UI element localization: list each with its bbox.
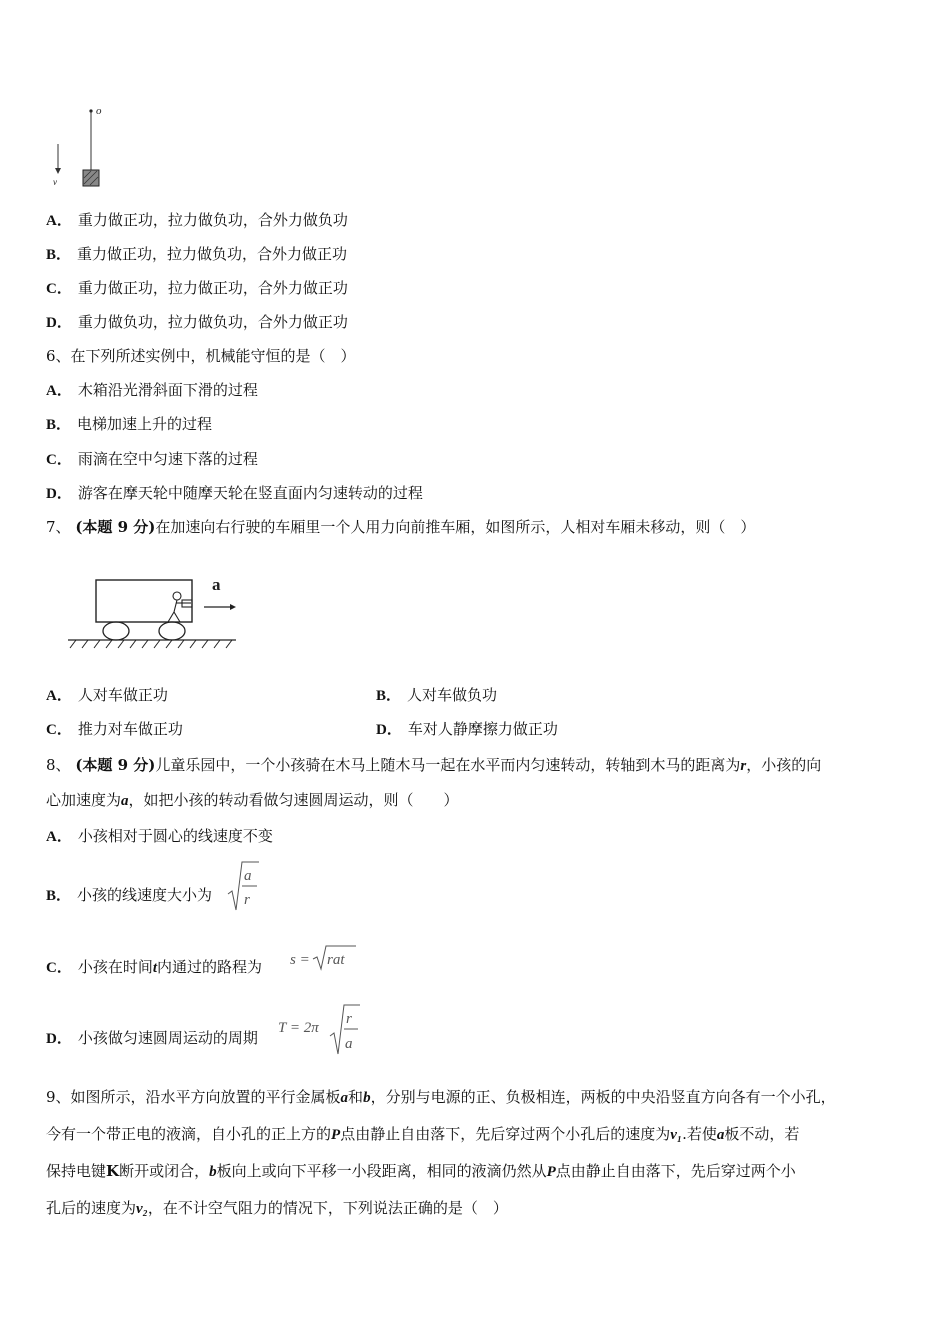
q6-option-a: A． 木箱沿光滑斜面下滑的过程 bbox=[46, 381, 258, 399]
pendulum-figure bbox=[48, 100, 118, 192]
svg-text:a: a bbox=[345, 1036, 353, 1052]
q6-option-c: C． 雨滴在空中匀速下落的过程 bbox=[46, 450, 258, 468]
q5-option-d: D． 重力做负功，拉力做负功，合外力做正功 bbox=[46, 313, 348, 331]
q9-line1: 9、如图所示，沿水平方向放置的平行金属板a和b，分别与电源的正、负极相连，两板的中央沿竖直方向各有一个小孔， bbox=[46, 1088, 836, 1106]
q5-option-c: C． 重力做正功，拉力做正功，合外力做正功 bbox=[46, 279, 348, 297]
svg-text:rat: rat bbox=[327, 952, 345, 968]
sqrt-a-over-r bbox=[226, 858, 260, 914]
q7-option-a: A． 人对车做正功 bbox=[46, 686, 168, 704]
person-icon bbox=[168, 592, 192, 622]
wheel-right bbox=[159, 622, 185, 640]
q8-option-a: A． 小孩相对于圆心的线速度不变 bbox=[46, 827, 273, 845]
label-o: o bbox=[96, 105, 102, 117]
q9-line4: 孔后的速度为v₂，在不计空气阻力的情况下，下列说法正确的是（ ） bbox=[46, 1199, 508, 1217]
q7-stem: 7、 (本题 9 分)在加速向右行驶的车厢里一个人用力向前推车厢，如图所示，人相对车厢未移动，则（ ） bbox=[46, 518, 756, 536]
formula-s-sqrt-rat bbox=[290, 942, 360, 972]
accel-label: a bbox=[212, 575, 221, 594]
cart-figure bbox=[64, 570, 244, 652]
q6-option-d: D． 游客在摩天轮中随摩天轮在竖直面内匀速转动的过程 bbox=[46, 484, 423, 502]
svg-text:r: r bbox=[244, 892, 250, 908]
svg-text:s =: s = bbox=[290, 952, 310, 968]
q7-option-b: B． 人对车做负功 bbox=[376, 686, 498, 704]
q8-option-d: D． 小孩做匀速圆周运动的周期 bbox=[46, 1029, 258, 1047]
q9-line3: 保持电键K断开或闭合，b板向上或向下平移一小段距离，相同的液滴仍然从P点由静止自由落下，先后穿过两个小 bbox=[46, 1162, 796, 1180]
cart-body bbox=[96, 580, 192, 622]
q5-option-a: A． 重力做正功，拉力做负功，合外力做负功 bbox=[46, 211, 348, 229]
q5-option-b: B． 重力做正功，拉力做负功，合外力做正功 bbox=[46, 245, 348, 263]
label-v: v bbox=[53, 177, 57, 187]
svg-text:r: r bbox=[346, 1011, 352, 1027]
svg-text:a: a bbox=[244, 868, 252, 884]
q7-option-d: D． 车对人静摩擦力做正功 bbox=[376, 720, 558, 738]
wheel-left bbox=[103, 622, 129, 640]
q8-option-c: C． 小孩在时间t内通过的路程为 bbox=[46, 958, 263, 976]
q8-stem-line1: 8、 (本题 9 分)儿童乐园中，一个小孩骑在木马上随木马一起在水平而内匀速转动，转轴到木马的距离为r，小孩的向 bbox=[46, 756, 822, 774]
q9-line2: 今有一个带正电的液滴，自小孔的正上方的P点由静止自由落下，先后穿过两个小孔后的速度为v₁.若使a板不动，若 bbox=[46, 1125, 800, 1143]
q8-stem-line2: 心加速度为a，如把小孩的转动看做匀速圆周运动，则（ ） bbox=[46, 791, 459, 809]
formula-period bbox=[278, 1002, 362, 1058]
q7-option-c: C． 推力对车做正功 bbox=[46, 720, 183, 738]
svg-text:T = 2π: T = 2π bbox=[278, 1020, 319, 1036]
q8-option-b: B． 小孩的线速度大小为 bbox=[46, 886, 213, 904]
q6-option-b: B． 电梯加速上升的过程 bbox=[46, 415, 213, 433]
q6-stem: 6、在下列所述实例中，机械能守恒的是（ ） bbox=[46, 347, 356, 365]
